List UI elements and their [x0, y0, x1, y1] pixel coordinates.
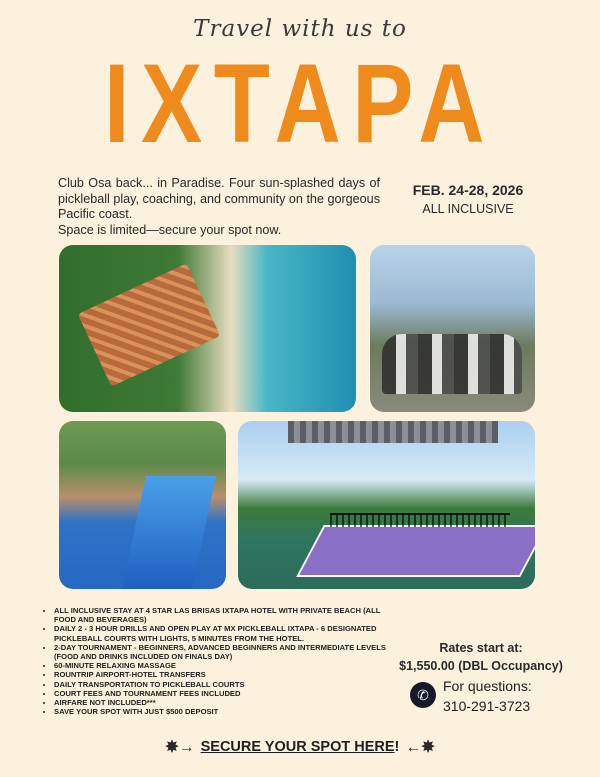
- cta-exclaim: !: [394, 739, 400, 755]
- intro-text: [58, 176, 380, 238]
- event-dates: FEB. 24-28, 2026: [412, 182, 524, 198]
- list-item: • ROUNTRIP AIRPORT-HOTEL TRANSFERS: [54, 670, 404, 679]
- court-net-shape: [330, 513, 510, 527]
- list-item: • ALL INCLUSIVE STAY AT 4 STAR LAS BRISAS IXTAPA HOTEL WITH PRIVATE BEACH (ALL FOOD AND BEVERAGES): [54, 606, 404, 624]
- features-list: [40, 606, 404, 716]
- list-item: • COURT FEES AND TOURNAMENT FEES INCLUDED: [54, 689, 404, 698]
- list-item: • 60-MINUTE RELAXING MASSAGE: [54, 661, 404, 670]
- phone-link[interactable]: 310-291-3723: [443, 698, 531, 714]
- burst-left-icon: ✸→: [165, 739, 195, 756]
- rates-label: Rates start at:: [439, 641, 523, 655]
- court-roof-shape: [288, 421, 498, 443]
- package-type: ALL INCLUSIVE: [422, 202, 514, 216]
- hotel-building-shape: [78, 263, 221, 386]
- pool-photo: [59, 421, 226, 589]
- list-item: • 2-DAY TOURNAMENT - BEGINNERS, ADVANCED BEGINNERS AND INTERMEDIATE LEVELS (FOOD AND DRINKS INCLUDED ON FINALS DAY): [54, 643, 404, 661]
- secure-spot-link[interactable]: SECURE YOUR SPOT HERE: [200, 739, 395, 755]
- intro-paragraph: Club Osa back... in Paradise. Four sun-splashed days of pickleball play, coaching, and community on the gorgeous Pacific coast.: [58, 176, 380, 221]
- list-item: • SAVE YOUR SPOT WITH JUST $500 DEPOSIT: [54, 707, 404, 716]
- list-item: • DAILY 2 - 3 HOUR DRILLS AND OPEN PLAY AT MX PICKLEBALL IXTAPA - 6 DESIGNATED PICKLEBALL COURTS WITH LIGHTS, 5 MINUTES FROM THE HOTEL.: [54, 624, 404, 642]
- group-people-shape: [382, 334, 522, 394]
- contact-label: For questions:: [443, 678, 532, 694]
- rates-block: [386, 641, 576, 673]
- cta-block: [0, 737, 600, 757]
- court-surface-shape: [296, 525, 535, 577]
- burst-right-icon: ←✸: [405, 739, 435, 756]
- contact-block: [410, 678, 590, 718]
- rates-price: $1,550.00 (DBL Occupancy): [399, 659, 563, 673]
- group-photo: [370, 245, 535, 412]
- intro-urgency: Space is limited—secure your spot now.: [58, 222, 282, 237]
- phone-icon: ✆: [410, 682, 436, 708]
- court-photo: [238, 421, 535, 589]
- list-item: • AIRFARE NOT INCLUDED***: [54, 698, 404, 707]
- tagline: Travel with us to: [193, 16, 407, 42]
- pool-shape: [122, 476, 216, 589]
- list-item: • DAILY TRANSPORTATION TO PICKLEBALL COURTS: [54, 680, 404, 689]
- hotel-aerial-photo: [59, 245, 356, 412]
- event-dates-block: [398, 182, 538, 216]
- page-title: IXTAPA: [103, 41, 497, 166]
